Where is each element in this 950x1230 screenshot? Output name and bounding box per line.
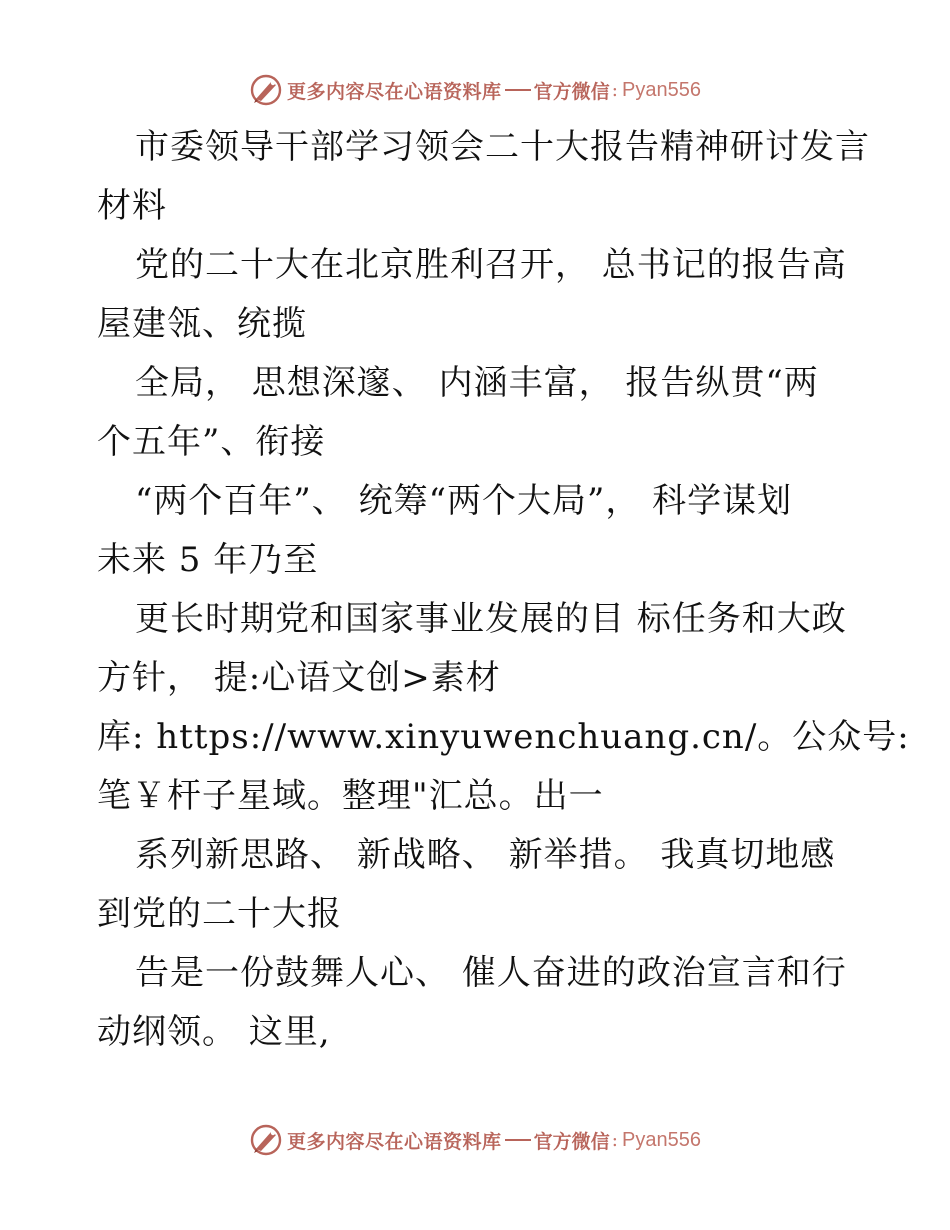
paragraph-line: 未来 5 年乃至	[97, 540, 319, 580]
watermark-wechat-id: Pyan556	[621, 1128, 701, 1151]
paragraph-line: 到党的二十大报	[97, 894, 342, 934]
watermark-official-label: 官方微信	[533, 1130, 610, 1153]
watermark-official-label: 官方微信	[533, 80, 610, 103]
watermark-brand-text: 更多内容尽在心语资料库	[287, 1130, 502, 1153]
paragraph-line: 全局， 思想深邃、 内涵丰富， 报告纵贯“两	[135, 363, 819, 403]
document-body	[97, 118, 910, 1062]
title-line-2: 材料	[97, 186, 167, 226]
footer-watermark	[0, 1122, 950, 1158]
paragraph-line: 告是一份鼓舞人心、 催人奋进的政治宣言和行	[135, 953, 847, 993]
paragraph-line: 动纲领。 这里,	[97, 1012, 331, 1052]
paragraph-line: 个五年”、衔接	[97, 422, 326, 462]
watermark-dash	[505, 1139, 531, 1141]
watermark-colon: :	[611, 79, 618, 101]
quill-pen-logo-icon	[249, 73, 283, 107]
paragraph-line: 方针， 提:心语文创>素材	[97, 658, 501, 698]
paragraph-line: 库: https://www.xinyuwenchuang.cn/。公众号:	[97, 717, 910, 757]
watermark-wechat-id: Pyan556	[621, 78, 701, 101]
title-line-1: 市委领导干部学习领会二十大报告精神研讨发言	[135, 127, 870, 167]
quill-pen-logo-icon	[249, 1123, 283, 1157]
paragraph-line: 笔￥杆子星域。整理"汇总。出一	[97, 776, 604, 816]
paragraph-line: 系列新思路、 新战略、 新举措。 我真切地感	[135, 835, 836, 875]
watermark-brand-text: 更多内容尽在心语资料库	[287, 80, 502, 103]
watermark-dash	[505, 89, 531, 91]
paragraph-line: 更长时期党和国家事业发展的目 标任务和大政	[135, 599, 847, 639]
paragraph-line: “两个百年”、 统筹“两个大局”， 科学谋划	[135, 481, 793, 521]
paragraph-line: 党的二十大在北京胜利召开， 总书记的报告高	[135, 245, 847, 285]
watermark-colon: :	[611, 1129, 618, 1151]
header-watermark	[0, 72, 950, 108]
paragraph-line: 屋建瓴、统揽	[97, 304, 307, 344]
